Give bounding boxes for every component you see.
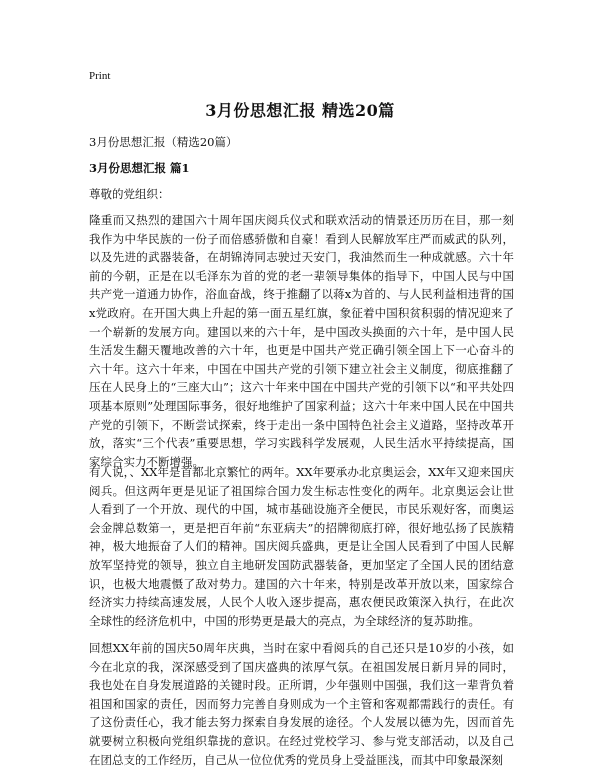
- body-paragraph-2: 有人说，、XX年是首都北京繁忙的两年。XX年要承办北京奥运会，XX年又迎来国庆阅兵。但这两年更是见证了祖国综合国力发生标志性变化的两年。北京奥运会让世人看到了一个开放、现代的中国，城市基础设施齐全便民，市民乐观好客，而奥运会金牌总数第一，更是把百年前“东亚病夫”的招牌彻底打碎，很好地弘扬了民族精神，极大地振奋了人们的精神。国庆阅兵盛典，更是让全国人民看到了中国人民解放军坚持党的领导，独立自主地研发国防武器装备，更加坚定了全国人民的团结意识，也极大地震慑了敌对势力。建国的六十年来，特别是改革开放以来，国家综合经济实力持续高速发展，人民个人收入逐步提高，惠农便民政策深入执行，在此次全球性的经济危机中，中国的形势更是最大的亮点，为全球经济的复苏助推。: [89, 465, 514, 628]
- salutation: 尊敬的党组织：: [89, 187, 170, 201]
- document-subtitle: 3月份思想汇报（精选20篇）: [89, 135, 238, 149]
- print-label: Print: [89, 70, 111, 82]
- section-heading: 3月份思想汇报 篇1: [89, 161, 190, 175]
- body-paragraph-1: 隆重而又热烈的建国六十周年国庆阅兵仪式和联欢活动的情景还历历在目，那一刻我作为中华民族的一份子而倍感骄傲和自豪！看到人民解放军庄严而威武的队列，以及先进的武器装备，在胡锦涛同志驶过天安门，我油然而生一种成就感。六十年前的今朝，正是在以毛泽东为首的党的老一辈领导集体的指导下，中国人民与中国共产党一道通力协作，浴血奋战，终于推翻了以蒋x为首的、与人民利益相违背的国x党政府。在开国大典上升起的第一面五星红旗，象征着中国积贫积弱的情况迎来了一个崭新的发展方向。建国以来的六十年，是中国改头换面的六十年，是中国人民生活发生翻天覆地改善的六十年，也更是中国共产党正确引领全国上下一心奋斗的六十年。这六十年来，中国在中国共产党的引领下建立社会主义制度，彻底推翻了压在人民身上的“三座大山”；这六十年来中国在中国共产党的引领下以“和平共处四项基本原则”处理国际事务，很好地维护了国家利益；这六十年来中国人民在中国共产党的引领下，不断尝试探索，终于走出一条中国特色社会主义道路，坚持改革开放，落实“三个代表”重要思想，学习实践科学发展观，人民生活水平持续提高，国家综合实力不断增强。: [89, 213, 514, 469]
- body-paragraph-3: 回想XX年前的国庆50周年庆典，当时在家中看阅兵的自己还只是10岁的小孩，如今在北京的我，深深感受到了国庆盛典的浓厚气氛。在祖国发展日新月异的同时，我也处在自身发展道路的关键时段。正所谓，少年强则中国强，我们这一辈背负着祖国和国家的责任，因而努力完善自身则成为一个主管和客观都需践行的责任。有了这份责任心，我才能去努力探索自身发展的途径。个人发展以德为先，因而首先就要树立积极向党组织靠拢的意识。在经过党校学习、参与党支部活动，以及自己在团总支的工作经历，自己从一位位优秀的党员身上受益匪浅，而其中印象最深刻: [89, 641, 514, 767]
- document-title: 3月份思想汇报 精选20篇: [205, 101, 395, 120]
